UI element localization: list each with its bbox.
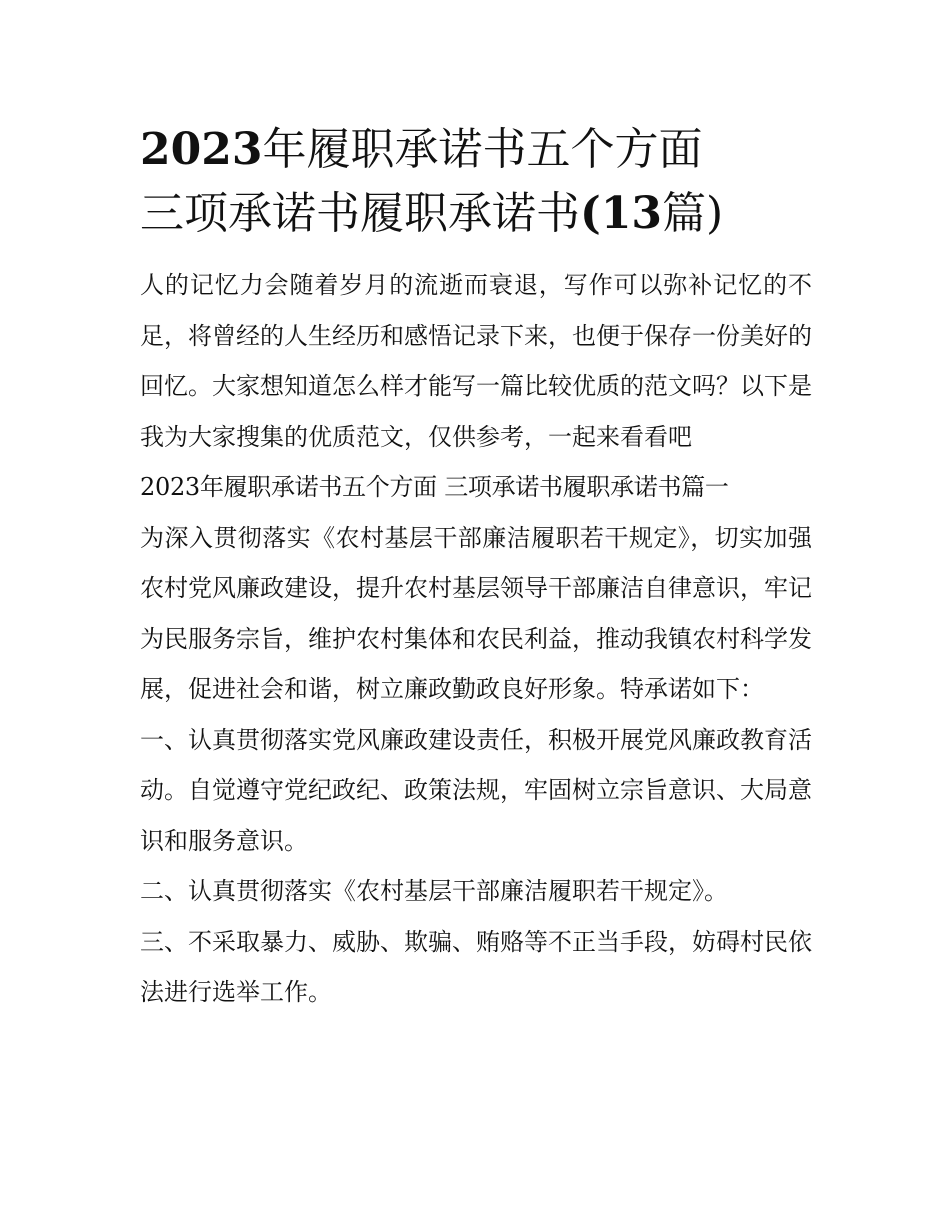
commitment-preamble: 为深入贯彻落实《农村基层干部廉洁履职若干规定》，切实加强农村党风廉政建设，提升农村基层领导干部廉洁自律意识，牢记为民服务宗旨，维护农村集体和农民利益，推动我镇农村科学发展，促进社会和谐，树立廉政勤政良好形象。特承诺如下： [140,523,812,703]
title-count: (13 [580,188,663,239]
title-line-2 [140,182,812,246]
commitment-item-2: 二、认真贯彻落实《农村基层干部廉洁履职若干规定》。 [140,877,728,905]
title-line-2-text: 三项承诺书履职承诺书 [140,188,580,239]
section-heading: 2023年履职承诺书五个方面 三项承诺书履职承诺书篇一 [140,473,729,501]
intro-paragraph: 人的记忆力会随着岁月的流逝而衰退，写作可以弥补记忆的不足，将曾经的人生经历和感悟记录下来，也便于保存一份美好的回忆。大家想知道怎么样才能写一篇比较优质的范文吗？以下是我为大家搜集的优质范文，仅供参考，一起来看看吧 [140,271,812,451]
title-line-1 [140,118,812,182]
document-title [140,118,812,246]
document-page [140,118,812,1018]
title-suffix: 篇) [662,188,724,239]
commitment-item-1: 一、认真贯彻落实党风廉政建设责任，积极开展党风廉政教育活动。自觉遵守党纪政纪、政策法规，牢固树立宗旨意识、大局意识和服务意识。 [140,725,812,855]
commitment-item-3: 三、不采取暴力、威胁、欺骗、贿赂等不正当手段，妨碍村民依法进行选举工作。 [140,927,812,1006]
document-body [140,260,812,1018]
title-year: 2023 [140,124,263,175]
title-line-1-text: 年履职承诺书五个方面 [262,124,703,175]
